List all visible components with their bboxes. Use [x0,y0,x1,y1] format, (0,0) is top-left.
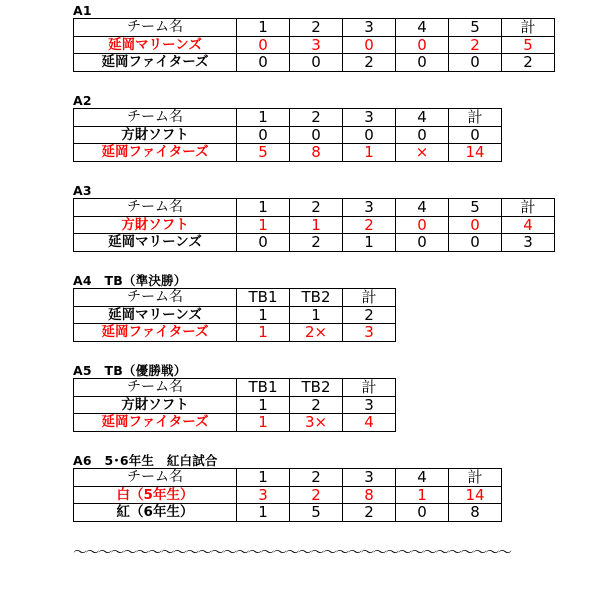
inning-header: 2 [290,199,343,217]
inning-header: 1 [237,469,290,487]
team-name-cell: 方財ソフト [74,216,237,234]
game-section-a4 [73,273,396,342]
section-label: A5 TB（優勝戦） [73,363,187,378]
inning-header: 2 [290,469,343,487]
inning-score-cell: 2 [343,504,396,522]
inning-score-cell: 3 [237,486,290,504]
inning-header: 3 [343,199,396,217]
section-label: A1 [73,3,92,18]
team-row [74,234,555,252]
inning-score-cell: 1 [237,216,290,234]
team-row [74,54,555,72]
inning-header: 4 [396,19,449,37]
section-label: A3 [73,183,92,198]
inning-header: TB1 [237,289,290,307]
inning-score-cell: 0 [290,54,343,72]
inning-score-cell: 1 [290,306,343,324]
inning-score-cell: 2 [343,54,396,72]
inning-score-cell: 0 [237,36,290,54]
team-name-header: チーム名 [74,379,237,397]
inning-score-cell: 1 [237,504,290,522]
scoreboard-table [73,378,396,432]
inning-header: TB2 [290,379,343,397]
game-section-a6 [73,453,502,522]
inning-score-cell: 1 [237,396,290,414]
game-section-a1 [73,3,555,72]
inning-score-cell: 0 [396,126,449,144]
team-name-cell: 延岡ファイターズ [74,414,237,432]
inning-header: 1 [237,19,290,37]
team-row [74,126,502,144]
inning-score-cell: 2 [343,216,396,234]
inning-header: 2 [290,109,343,127]
total-score-cell: 3 [343,324,396,342]
team-row [74,306,396,324]
total-header: 計 [343,379,396,397]
header-row [74,469,502,487]
team-name-header: チーム名 [74,469,237,487]
team-name-header: チーム名 [74,19,237,37]
team-name-header: チーム名 [74,199,237,217]
team-row [74,486,502,504]
team-name-header: チーム名 [74,289,237,307]
total-header: 計 [502,199,555,217]
game-section-a3 [73,183,555,252]
inning-score-cell: 0 [396,36,449,54]
total-score-cell: 3 [502,234,555,252]
inning-score-cell: 0 [396,216,449,234]
total-score-cell: 4 [343,414,396,432]
team-name-cell: 延岡マリーンズ [74,306,237,324]
inning-score-cell: 0 [237,54,290,72]
inning-score-cell: 0 [290,126,343,144]
inning-header: 3 [343,109,396,127]
team-row [74,144,502,162]
total-score-cell: 8 [449,504,502,522]
team-row [74,216,555,234]
header-row [74,289,396,307]
section-label: A2 [73,93,92,108]
inning-header: 1 [237,199,290,217]
total-header: 計 [343,289,396,307]
inning-score-cell: 1 [290,216,343,234]
total-header: 計 [502,19,555,37]
inning-score-cell: 8 [290,144,343,162]
inning-score-cell: 1 [237,414,290,432]
header-row [74,109,502,127]
inning-score-cell: 2 [449,36,502,54]
total-score-cell: 2 [502,54,555,72]
inning-score-cell: 3 [290,36,343,54]
inning-score-cell: 2× [290,324,343,342]
total-score-cell: 0 [449,126,502,144]
total-header: 計 [449,109,502,127]
total-score-cell: 5 [502,36,555,54]
inning-score-cell: 8 [343,486,396,504]
inning-score-cell: 1 [343,234,396,252]
inning-score-cell: 0 [343,126,396,144]
game-section-a5 [73,363,396,432]
inning-score-cell: 0 [396,504,449,522]
inning-score-cell: 2 [290,234,343,252]
game-section-a2 [73,93,502,162]
team-row [74,504,502,522]
team-row [74,36,555,54]
team-name-cell: 延岡マリーンズ [74,234,237,252]
total-score-cell: 14 [449,486,502,504]
scoreboard-table [73,468,502,522]
team-name-header: チーム名 [74,109,237,127]
inning-score-cell: 0 [449,216,502,234]
inning-score-cell: 1 [396,486,449,504]
section-label: A6 5･6年生 紅白試合 [73,453,218,468]
inning-header: 4 [396,469,449,487]
inning-score-cell: 2 [290,486,343,504]
inning-header: 1 [237,109,290,127]
team-row [74,414,396,432]
team-name-cell: 延岡マリーンズ [74,36,237,54]
team-name-cell: 延岡ファイターズ [74,144,237,162]
header-row [74,19,555,37]
team-name-cell: 方財ソフト [74,396,237,414]
inning-header: 3 [343,19,396,37]
total-score-cell: 2 [343,306,396,324]
team-name-cell: 白（5年生） [74,486,237,504]
total-header: 計 [449,469,502,487]
total-score-cell: 14 [449,144,502,162]
inning-score-cell: 0 [396,54,449,72]
inning-score-cell: 1 [237,324,290,342]
inning-header: TB1 [237,379,290,397]
inning-score-cell: 1 [343,144,396,162]
scoreboard-table [73,198,555,252]
scoreboard-table [73,18,555,72]
inning-header: 5 [449,19,502,37]
inning-score-cell: × [396,144,449,162]
inning-score-cell: 0 [343,36,396,54]
inning-score-cell: 2 [290,396,343,414]
inning-score-cell: 0 [237,234,290,252]
team-name-cell: 紅（6年生） [74,504,237,522]
inning-header: TB2 [290,289,343,307]
inning-score-cell: 5 [290,504,343,522]
inning-score-cell: 5 [237,144,290,162]
inning-header: 3 [343,469,396,487]
inning-header: 5 [449,199,502,217]
inning-score-cell: 1 [237,306,290,324]
inning-score-cell: 0 [449,234,502,252]
wavy-separator: ～～～～～～～～～～～～～～～～～～～～～～～～～～～～～～～～～～～ [73,545,511,561]
inning-score-cell: 3× [290,414,343,432]
total-score-cell: 4 [502,216,555,234]
header-row [74,379,396,397]
scoreboard-table [73,288,396,342]
team-name-cell: 方財ソフト [74,126,237,144]
inning-header: 2 [290,19,343,37]
inning-header: 4 [396,109,449,127]
team-row [74,396,396,414]
team-row [74,324,396,342]
total-score-cell: 3 [343,396,396,414]
inning-header: 4 [396,199,449,217]
inning-score-cell: 0 [237,126,290,144]
header-row [74,199,555,217]
scoreboard-table [73,108,502,162]
inning-score-cell: 0 [396,234,449,252]
section-label: A4 TB（準決勝） [73,273,187,288]
team-name-cell: 延岡ファイターズ [74,54,237,72]
inning-score-cell: 0 [449,54,502,72]
team-name-cell: 延岡ファイターズ [74,324,237,342]
